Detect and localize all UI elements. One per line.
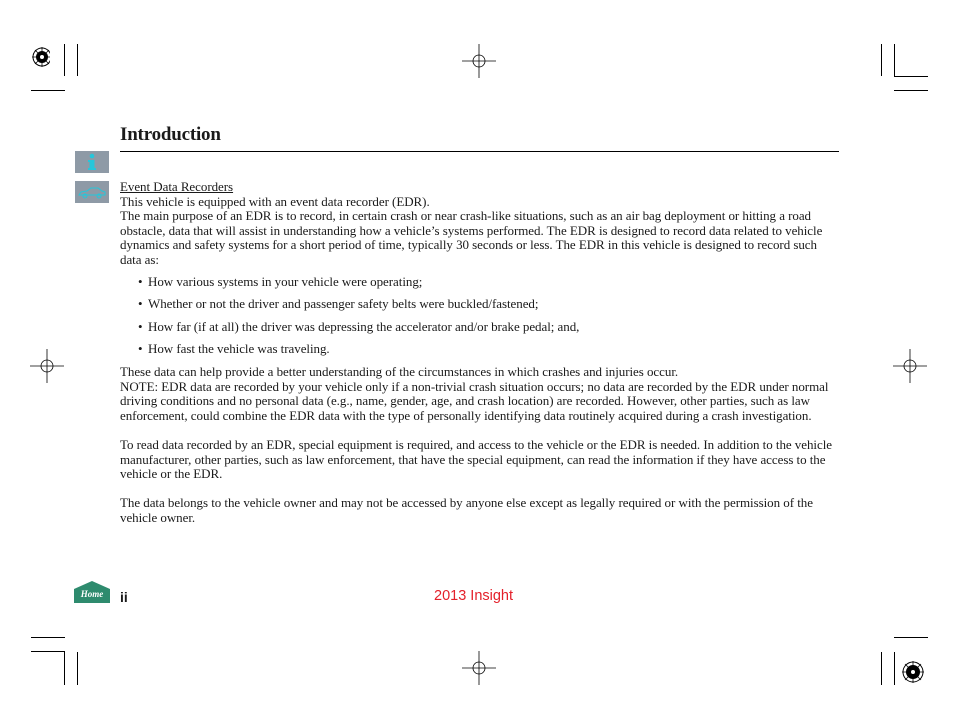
list-item: • How far (if at all) the driver was depressing the accelerator and/or brake pedal; and,	[138, 320, 840, 335]
crop-line	[77, 44, 78, 76]
title-rule	[120, 151, 839, 152]
crop-line	[64, 652, 65, 685]
paragraph: To read data recorded by an EDR, special equipment is required, and access to the vehicle or the EDR is needed. In addition to the vehicle manufacturer, other parties, such as law enforcement, that have the special equipment, can read the information if they have access to the vehicle or the EDR.	[120, 436, 832, 482]
crop-line	[77, 652, 78, 685]
registration-crosshair-left	[30, 349, 64, 383]
footer-doc-title[interactable]: 2013 Insight	[434, 588, 514, 604]
paragraph: This vehicle is equipped with an event data recorder (EDR).	[120, 193, 430, 209]
paragraph: The main purpose of an EDR is to record, in certain crash or near crash-like situations, such as an air bag deployment or hitting a road obstacle, data that will assist in understanding how a vehicle’s systems performed. The EDR is designed to record data related to vehicle dynamics and safety systems for a short period of time, typically 30 seconds or less. The EDR in this vehicle is designed to record such data as:	[120, 208, 823, 267]
car-icon[interactable]	[75, 181, 109, 203]
paragraph: These data can help provide a better understanding of the circumstances in which crashes and injuries occur.	[120, 363, 679, 379]
registration-crosshair-right	[893, 349, 927, 383]
crop-line	[64, 44, 65, 76]
info-glyph-icon	[85, 153, 99, 171]
edr-section	[120, 180, 840, 525]
paragraph: NOTE: EDR data are recorded by your vehicle only if a non-trivial crash situation occurs; no data are recorded by the EDR under normal driving conditions and no personal data (e.g., name, gender, age, and crash location) are recorded. However, other parties, such as law enforcement, could combine the EDR data with the type of personally identifying data routinely acquired during a crash investigation.	[120, 378, 829, 423]
list-item: • How fast the vehicle was traveling.	[138, 342, 840, 357]
car-outline-icon	[77, 185, 107, 199]
home-label: Home	[80, 589, 104, 599]
crop-line	[894, 44, 895, 76]
recorded-data-list	[138, 275, 840, 357]
info-icon[interactable]	[75, 151, 109, 173]
crop-line	[31, 90, 65, 91]
list-item: • Whether or not the driver and passenger safety belts were buckled/fastened;	[138, 297, 840, 312]
crop-line	[881, 44, 882, 76]
crop-line	[894, 637, 928, 638]
crop-line	[31, 637, 65, 638]
crop-line	[894, 90, 928, 91]
registration-crosshair-bottom	[462, 651, 496, 685]
crop-line	[881, 652, 882, 685]
registration-crosshair-top	[462, 44, 496, 78]
list-item: • How various systems in your vehicle were operating;	[138, 275, 840, 290]
crop-line	[894, 652, 895, 685]
crop-line	[894, 76, 928, 77]
section-heading-link[interactable]: Event Data Recorders	[120, 179, 234, 194]
page-title: Introduction	[120, 124, 221, 145]
registration-sunburst-top-left	[30, 44, 50, 70]
home-button[interactable]	[74, 580, 110, 604]
paragraph: The data belongs to the vehicle owner and may not be accessed by anyone else except as legally required or with the permission of the vehicle owner.	[120, 495, 813, 525]
page-number: ii	[120, 589, 128, 605]
registration-sunburst-bottom-right	[900, 659, 926, 685]
crop-line	[31, 651, 65, 652]
